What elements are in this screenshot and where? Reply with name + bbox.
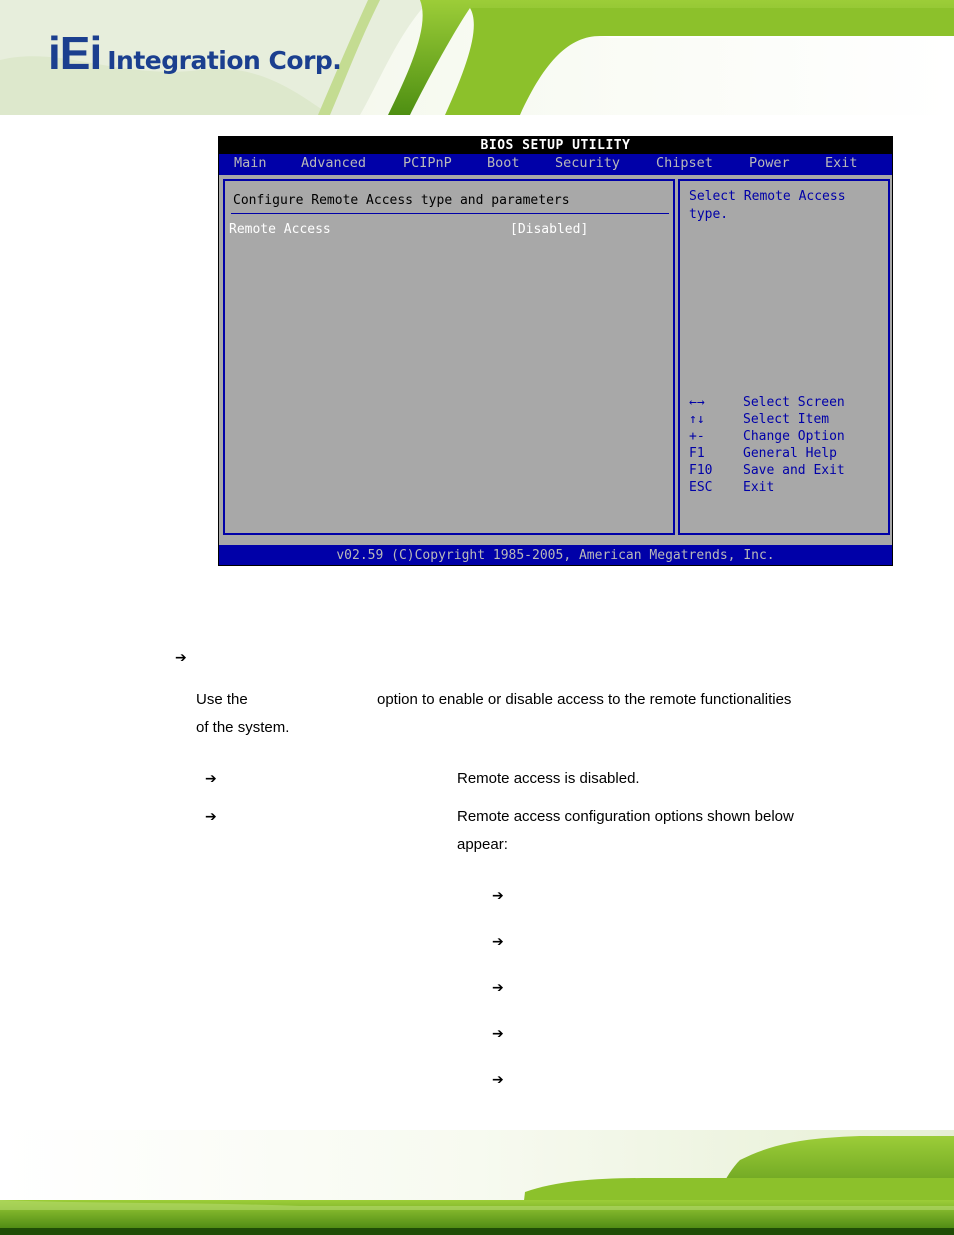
enabled-description-line1: Remote access configuration options shown below <box>457 808 794 825</box>
logo-text: Integration Corp. <box>107 46 342 75</box>
key-f1: F1 <box>689 446 705 461</box>
key-f10: F10 <box>689 463 713 478</box>
settings-panel <box>223 179 675 535</box>
bios-copyright: v02.59 (C)Copyright 1985-2005, American Megatrends, Inc. <box>219 547 892 565</box>
bullet-arrow-icon: ➔ <box>492 1072 504 1088</box>
key-desc: Exit <box>743 480 775 495</box>
key-desc: Change Option <box>743 429 845 444</box>
bios-title: BIOS SETUP UTILITY <box>219 137 892 154</box>
key-arrows-lr: ←→ <box>689 395 705 410</box>
help-panel <box>678 179 890 535</box>
menu-exit[interactable]: Exit <box>825 155 858 171</box>
key-esc: ESC <box>689 480 713 495</box>
header-banner <box>0 0 954 115</box>
intro-line2: of the system. <box>196 719 290 736</box>
key-desc: Save and Exit <box>743 463 845 478</box>
key-plus-minus: +- <box>689 429 705 444</box>
settings-heading: Configure Remote Access type and parameters <box>233 193 570 208</box>
key-desc: Select Item <box>743 412 830 427</box>
footer-banner <box>0 1130 954 1235</box>
remote-access-value[interactable]: [Disabled] <box>510 222 589 237</box>
menu-chipset[interactable]: Chipset <box>656 155 713 171</box>
enabled-description-line2: appear: <box>457 836 508 853</box>
bios-setup-window <box>218 136 893 566</box>
bullet-arrow-icon: ➔ <box>492 1026 504 1042</box>
disabled-description: Remote access is disabled. <box>457 770 640 787</box>
heading-divider <box>231 213 669 214</box>
bullet-arrow-icon: ➔ <box>175 650 187 666</box>
intro-line1-start: Use the <box>196 691 248 708</box>
help-text: Select Remote Access type. <box>689 189 846 222</box>
bullet-arrow-icon: ➔ <box>492 980 504 996</box>
menu-pcipnp[interactable]: PCIPnP <box>403 155 452 171</box>
intro-line1-end: option to enable or disable access to the remote functionalities <box>377 691 792 708</box>
menu-advanced[interactable]: Advanced <box>301 155 367 171</box>
bullet-arrow-icon: ➔ <box>492 934 504 950</box>
key-arrows-ud: ↑↓ <box>689 412 705 427</box>
menu-main[interactable]: Main <box>234 155 267 171</box>
bullet-arrow-icon: ➔ <box>205 771 217 787</box>
company-logo <box>48 26 342 79</box>
logo-mark: iEi <box>48 27 102 79</box>
bios-menu-bar <box>219 154 892 173</box>
menu-power[interactable]: Power <box>749 155 790 171</box>
bullet-arrow-icon: ➔ <box>205 809 217 825</box>
remote-access-label[interactable]: Remote Access <box>229 222 331 237</box>
menu-boot[interactable]: Boot <box>487 155 520 171</box>
key-desc: Select Screen <box>743 395 845 410</box>
key-desc: General Help <box>743 446 837 461</box>
menu-security[interactable]: Security <box>555 155 621 171</box>
bullet-arrow-icon: ➔ <box>492 888 504 904</box>
bios-body <box>219 175 892 545</box>
footer-decoration <box>0 1130 954 1235</box>
